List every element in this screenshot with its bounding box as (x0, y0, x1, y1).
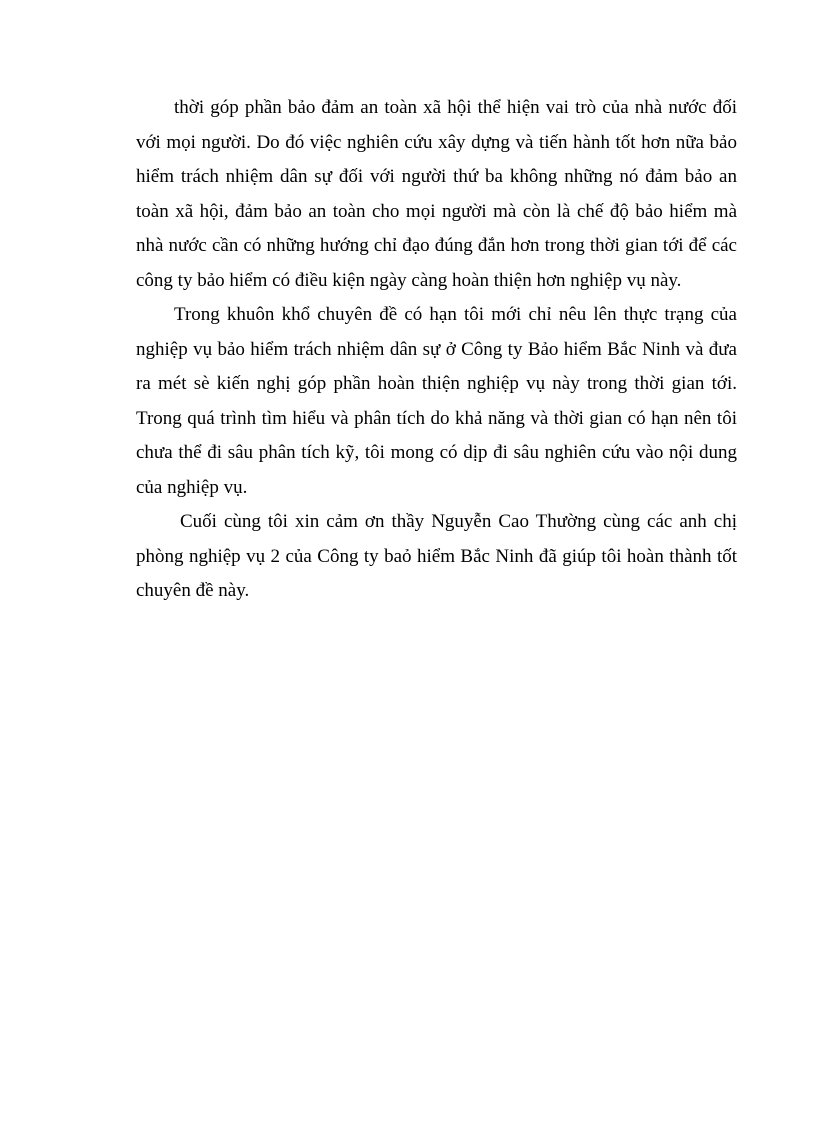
document-body (136, 91, 737, 609)
paragraph-1: thời góp phần bảo đảm an toàn xã hội thể hiện vai trò của nhà nước đối với mọi người. Do đó việc nghiên cứu xây dựng và tiến hành tốt hơn nữa bảo hiểm trách nhiệm dân sự đối với người thứ ba không những nó đảm bảo an toàn xã hội, đảm bảo an toàn cho mọi người mà còn là chế độ bảo hiểm mà nhà nước cần có những hướng chỉ đạo đúng đắn hơn trong thời gian tới để các công ty bảo hiểm có điều kiện ngày càng hoàn thiện hơn nghiệp vụ này. (136, 97, 737, 291)
paragraph-2: Trong khuôn khổ chuyên đề có hạn tôi mới chỉ nêu lên thực trạng của nghiệp vụ bảo hiểm trách nhiệm dân sự ở Công ty Bảo hiểm Bắc Ninh và đưa ra mét sè kiến nghị góp phần hoàn thiện nghiệp vụ này trong thời gian tới. Trong quá trình tìm hiểu và phân tích do khả năng và thời gian có hạn nên tôi chưa thể đi sâu phân tích kỹ, tôi mong có dịp đi sâu nghiên cứu vào nội dung của nghiệp vụ. (136, 304, 737, 498)
paragraph-3: Cuối cùng tôi xin cảm ơn thầy Nguyễn Cao Thường cùng các anh chị phòng nghiệp vụ 2 của Công ty baỏ hiểm Bắc Ninh đã giúp tôi hoàn thành tốt chuyên đề này. (136, 511, 737, 601)
